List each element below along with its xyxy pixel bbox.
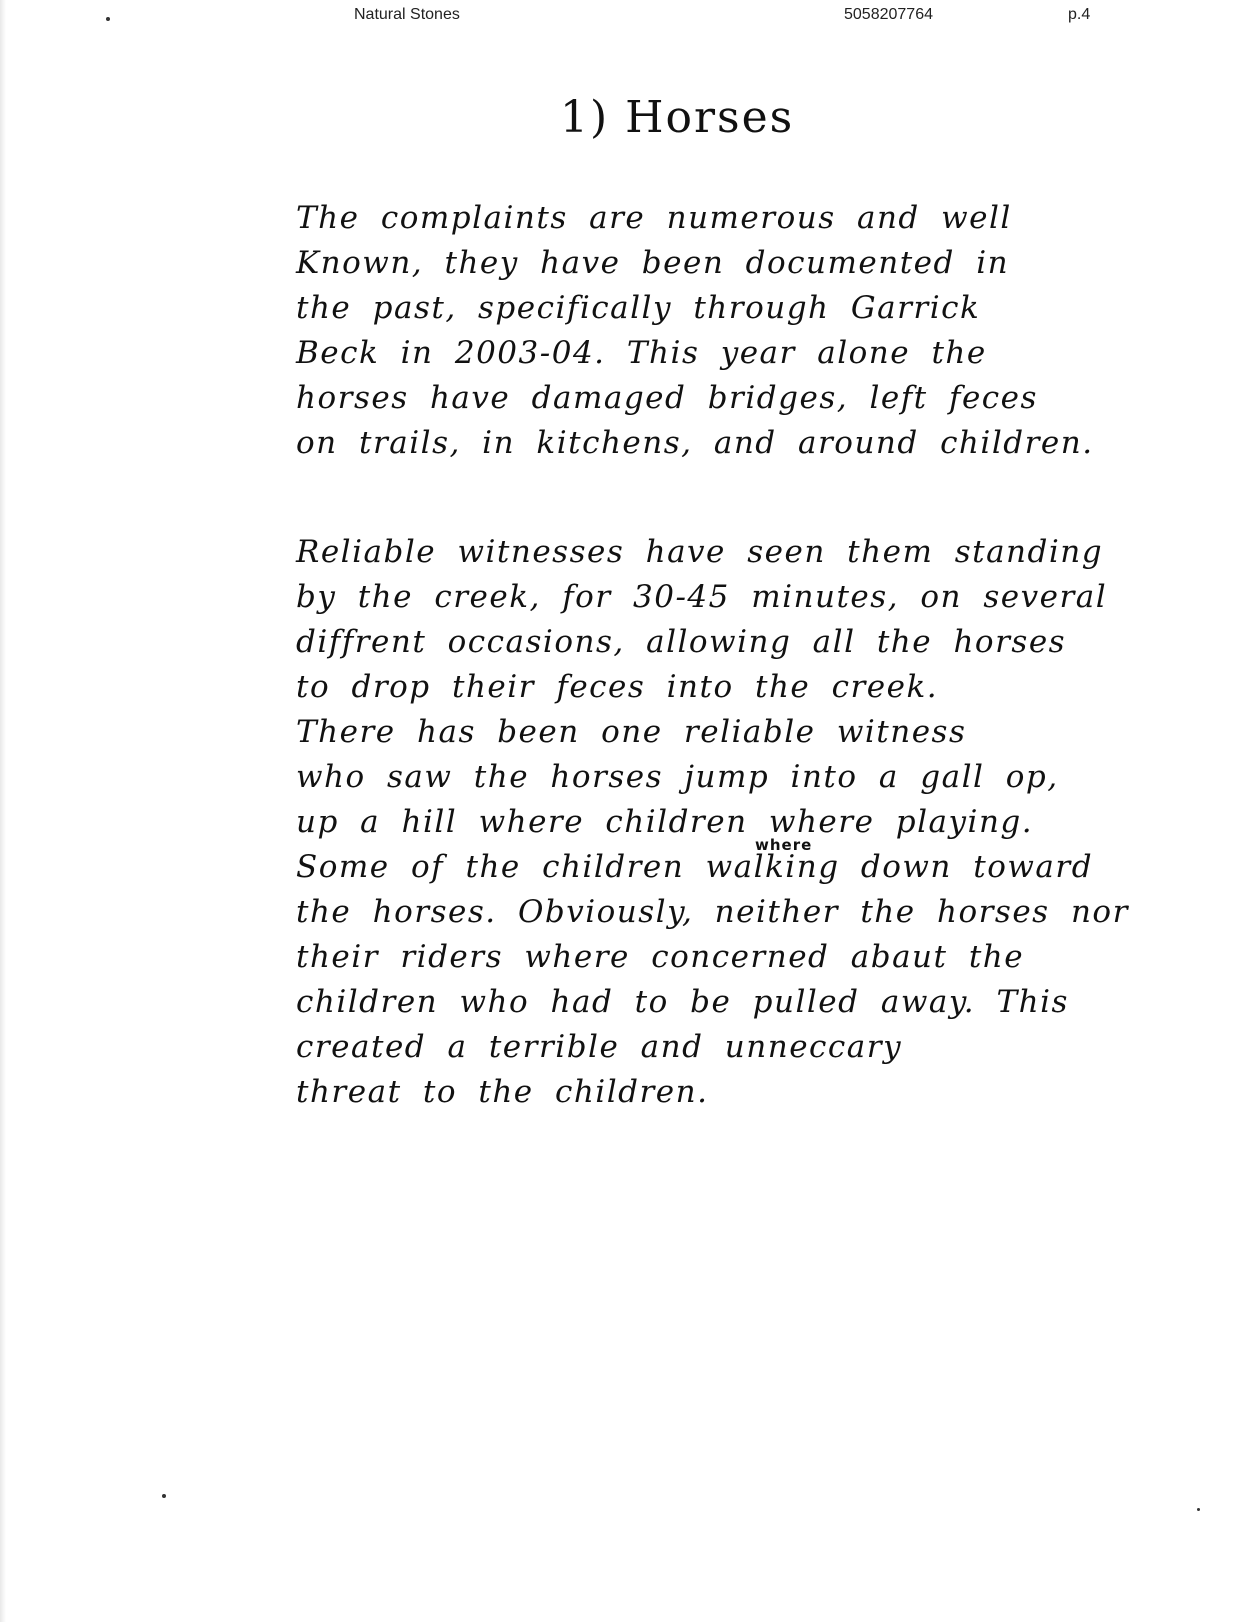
paragraph-line: threat to the children. — [296, 1074, 709, 1110]
paragraph-line: who saw the horses jump into a gall op, — [296, 759, 1059, 795]
paragraph-line: diffrent occasions, allowing all the horses — [296, 624, 1067, 660]
fax-header — [0, 6, 1256, 30]
fax-number: 5058207764 — [844, 6, 933, 23]
scan-speck — [106, 17, 110, 21]
scan-edge-shadow — [0, 0, 6, 1622]
paragraph-line: on trails, in kitchens, and around children. — [296, 425, 1094, 461]
paragraph-line: to drop their feces into the creek. — [296, 669, 939, 705]
paragraph-complaints — [296, 196, 1196, 466]
paragraph-line: up a hill where children where playing. — [296, 804, 1034, 840]
paragraph-line: There has been one reliable witness — [296, 714, 967, 750]
fax-page-number: p.4 — [1068, 6, 1091, 23]
paragraph-line: Some of the children walking down toward — [296, 849, 1094, 885]
paragraph-line: their riders where concerned abaut the — [296, 939, 1025, 975]
page-title: 1) Horses — [560, 92, 795, 143]
paragraph-line: children who had to be pulled away. This — [296, 984, 1069, 1020]
paragraph-line: the past, specifically through Garrick — [296, 290, 981, 326]
scan-speck — [1197, 1508, 1200, 1511]
paragraph-line: by the creek, for 30-45 minutes, on several — [296, 579, 1108, 615]
paragraph-line: The complaints are numerous and well — [296, 200, 1012, 236]
paragraph-line: Beck in 2003-04. This year alone the — [296, 335, 987, 371]
caret-insertion-word: where — [755, 836, 813, 854]
paragraph-line: horses have damaged bridges, left feces — [296, 380, 1038, 416]
fax-sender: Natural Stones — [354, 6, 460, 23]
paragraph-line: Known, they have been documented in — [296, 245, 1010, 281]
paragraph-line: created a terrible and unneccary — [296, 1029, 903, 1065]
paragraph-line: the horses. Obviously, neither the horses nor — [296, 894, 1129, 930]
scan-speck — [162, 1494, 166, 1498]
paragraph-witnesses — [296, 530, 1196, 1115]
paragraph-line: Reliable witnesses have seen them standing — [296, 534, 1104, 570]
